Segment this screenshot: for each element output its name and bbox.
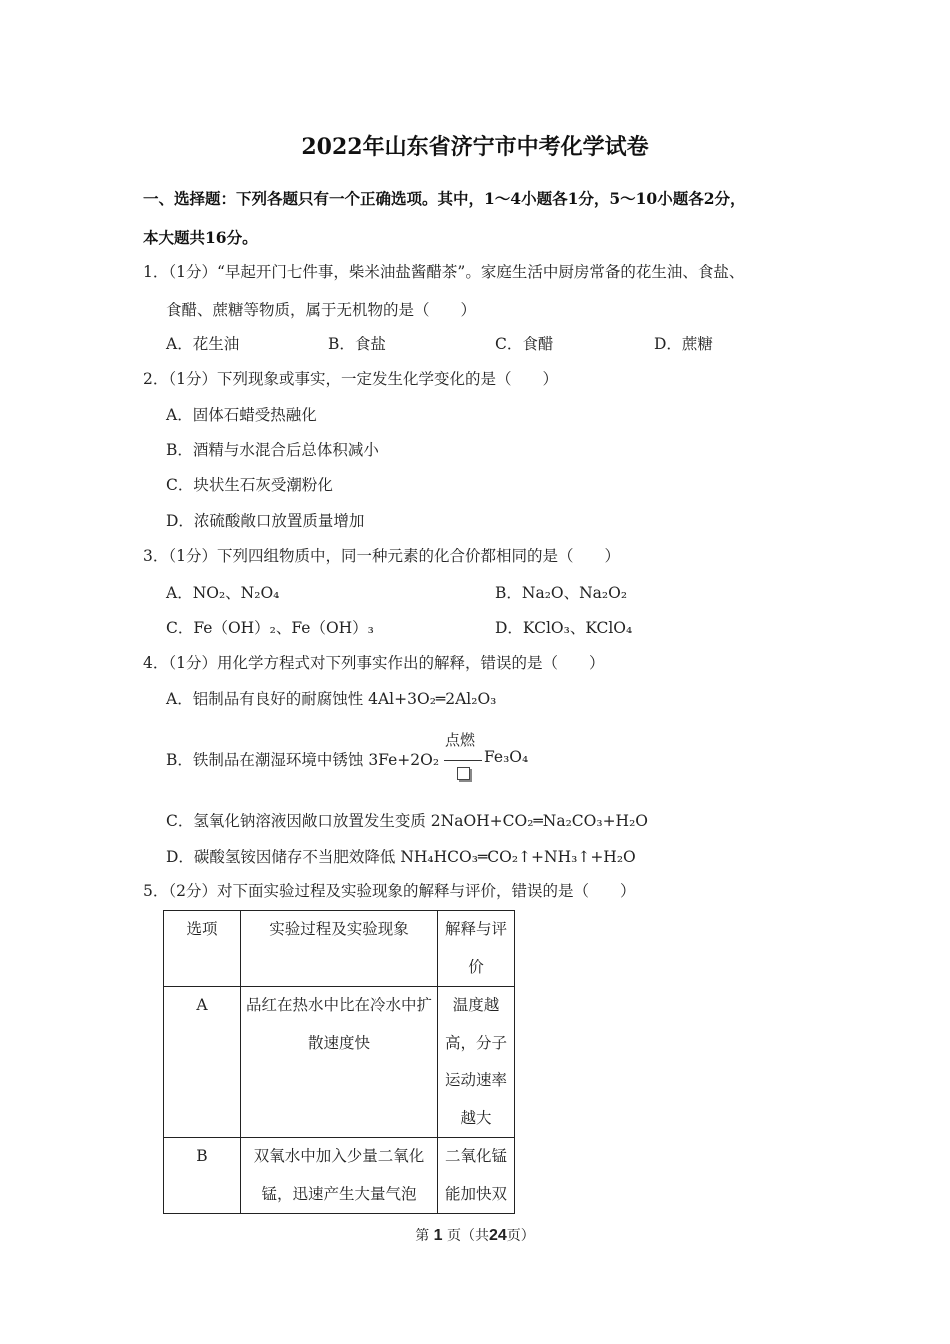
placeholder-box-icon [457,767,470,780]
q2-option-a: A．固体石蜡受热融化 [166,406,317,424]
table-cell: 品红在热水中比在冷水中扩散速度快 [241,987,438,1138]
q3-stem: 3．（1分）下列四组物质中，同一种元素的化合价都相同的是（ ） [143,547,620,565]
table-row [164,1138,515,1214]
q4-option-a: A．铝制品有良好的耐腐蚀性 4Al+3O₂═2Al₂O₃ [166,690,497,708]
table-header-cell: 解释与评价 [438,911,515,987]
q1-stem-line2: 食醋、蔗糖等物质，属于无机物的是（ ） [166,301,477,319]
table-header-cell: 选项 [164,911,241,987]
q1-stem-line1: 1．（1分）“早起开门七件事，柴米油盐酱醋茶”。家庭生活中厨房常备的花生油、食盐、 [143,263,745,281]
q4-option-b-product: Fe₃O₄ [484,748,529,766]
q3-option-a: A．NO₂、N₂O₄ [166,584,280,602]
q2-stem: 2．（1分）下列现象或事实，一定发生化学变化的是（ ） [143,370,558,388]
q4-option-c: C．氢氧化钠溶液因敞口放置发生变质 2NaOH+CO₂═Na₂CO₃+H₂O [166,812,648,830]
reaction-arrow-line [444,752,482,761]
q1-option-b: B．食盐 [328,335,386,353]
q4-option-b-text: B．铁制品在潮湿环境中锈蚀 3Fe+2O₂ [166,751,440,769]
q5-table [163,910,515,1214]
footer-post: 页） [506,1228,535,1244]
table-row [164,987,515,1138]
q2-option-b: B．酒精与水混合后总体积减小 [166,441,379,459]
q3-option-d: D．KClO₃、KClO₄ [495,619,633,637]
table-cell: A [164,987,241,1138]
table-cell: 二氧化锰能加快双 [438,1138,515,1214]
footer-pre: 第 [415,1228,430,1244]
page-title: 2022年山东省济宁市中考化学试卷 [301,134,649,160]
table-cell: 双氧水中加入少量二氧化锰，迅速产生大量气泡 [241,1138,438,1214]
q3-option-b: B．Na₂O、Na₂O₂ [495,584,628,602]
page-footer [0,1225,950,1245]
q4-option-d: D．碳酸氢铵因储存不当肥效降低 NH₄HCO₃═CO₂↑+NH₃↑+H₂O [166,848,636,866]
footer-total-pages: 24 [489,1227,507,1244]
footer-page-number: 1 [433,1227,443,1244]
q3-option-c: C．Fe（OH）₂、Fe（OH）₃ [166,619,374,637]
table-cell: B [164,1138,241,1214]
table-header-row [164,911,515,987]
q5-stem: 5．（2分）对下面实验过程及实验现象的解释与评价，错误的是（ ） [143,882,636,900]
table-cell: 温度越高，分子运动速率越大 [438,987,515,1138]
q4-stem: 4．（1分）用化学方程式对下列事实作出的解释，错误的是（ ） [143,654,605,672]
q1-option-a: A．花生油 [166,335,240,353]
q1-option-d: D．蔗糖 [654,335,713,353]
reaction-condition: 点燃 [445,731,476,749]
q2-option-c: C．块状生石灰受潮粉化 [166,476,333,494]
q1-option-c: C．食醋 [495,335,554,353]
table-header-cell: 实验过程及实验现象 [241,911,438,987]
q2-option-d: D．浓硫酸敞口放置质量增加 [166,512,365,530]
footer-mid: 页（共 [447,1228,489,1244]
section-heading-line1: 一、选择题：下列各题只有一个正确选项。其中，1～4小题各1分，5～10小题各2分， [143,189,746,208]
section-heading-line2: 本大题共16分。 [143,228,258,247]
